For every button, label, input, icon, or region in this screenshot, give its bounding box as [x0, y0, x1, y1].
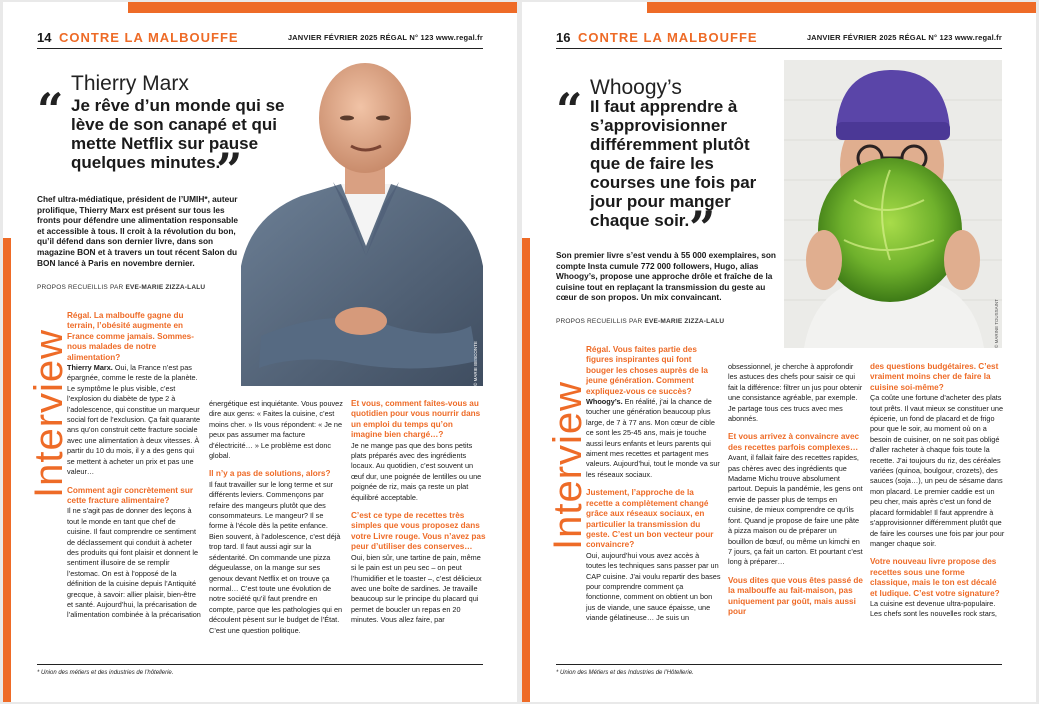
top-accent-bar	[647, 2, 1036, 13]
byline-prefix: PROPOS RECUEILLIS PAR	[556, 318, 643, 325]
answer-text: Je ne mange pas que des bons petits plats préparés avec des ingrédients locaux. Au quotidien, c’est souvent un œuf dur, une poignée de lentilles ou une poignée de riz, mais ça reste un plat équilibré acceptable.	[351, 440, 482, 502]
portrait-illustration	[784, 60, 1002, 348]
interview-answer	[586, 551, 721, 624]
byline-prefix: PROPOS RECUEILLIS PAR	[37, 284, 124, 291]
byline-author: EVE-MARIE ZIZZA-LALU	[125, 284, 206, 291]
interview-answer	[209, 399, 344, 461]
article-column-2	[209, 399, 344, 636]
article-column-1	[586, 345, 721, 624]
byline	[556, 318, 724, 325]
article-column-2	[728, 362, 863, 617]
header-rule	[556, 48, 1002, 49]
close-quote-icon: ”	[689, 201, 716, 255]
open-quote-icon: “	[556, 83, 583, 137]
speaker-label: Thierry Marx.	[67, 363, 113, 373]
portrait-photo	[784, 60, 1002, 348]
interview-question: Vous dites que vous êtes passé de la malbouffe au fait-maison, pas uniquement par goût, mais aussi pour	[728, 575, 863, 616]
article-column-3	[870, 362, 1005, 620]
footer-rule	[556, 664, 1002, 665]
answer-text: énergétique est inquiétante. Vous pouvez dire aux gens: « Faites la cuisine, c’est moins cher. » Ils vous répondent: « Je ne peux pas assumer ma facture d’électricité… » Le problème est donc global.	[209, 399, 343, 461]
interview-answer	[351, 441, 486, 503]
interview-question: C’est ce type de recettes très simples que vous proposez dans votre Livre rouge. Vous n’avez pas peur d’utiliser des conserves…	[351, 511, 486, 552]
answer-text: Il ne s’agit pas de donner des leçons à tout le monde en tant que chef de cuisine. Il faut comprendre ce sentiment de déclassement qui conduit à acheter des produits qui font plaisir et donnent le sentiment illusoire de se remplir l’estomac. On est à l’opposé de la définition de la cuisine depuis l’Antiquité grecque, à savoir: allier plaisir, bien-être et santé. Aujourd’hui, la précarisation de l’alimentation combinée à la précarisation	[67, 506, 201, 620]
left-page	[3, 2, 517, 702]
answer-text: En réalité, j’ai la chance de toucher une génération beaucoup plus large, de 7 à 77 ans. Mon cœur de cible ce sont les 25-45 ans, mais je touche aussi leurs enfants et leurs parents qui aiment mes recettes et partagent mes valeurs. Aujourd’hui, tout le monde va sur les réseaux sociaux.	[586, 397, 720, 479]
article-column-1	[67, 311, 202, 621]
issue-info: JANVIER FÉVRIER 2025 RÉGAL N° 123 www.regal.fr	[287, 33, 483, 42]
section-title: CONTRE LA MALBOUFFE	[59, 30, 239, 45]
issue-info: JANVIER FÉVRIER 2025 RÉGAL N° 123 www.regal.fr	[806, 33, 1002, 42]
byline	[37, 284, 205, 291]
speaker-label: Whoogy’s.	[586, 397, 623, 407]
interview-question: Régal. Vous faites partie des figures inspirantes qui font bouger les choses auprès de la jeune génération. Comment expliquez-vous ce succès?	[586, 345, 708, 396]
photo-credit: © MARIE BESCONTE	[473, 341, 478, 386]
right-page-edge-band	[522, 238, 530, 702]
page-number: 14	[37, 30, 52, 45]
close-quote-icon: ”	[216, 143, 243, 197]
article-column-3	[351, 399, 486, 626]
interview-answer	[209, 480, 344, 636]
interviewee-name: Whoogy’s	[590, 76, 682, 99]
interview-answer	[351, 553, 486, 626]
interview-answer	[586, 397, 721, 480]
right-page	[522, 2, 1036, 702]
answer-text: Il faut travailler sur le long terme et sur différents leviers. Commençons par refaire des mangeurs plutôt que des consommateurs. Le mangeur? Il se forme à l’école dès la petite enfance. Bien souvent, à l’adolescence, c’est déjà trop tard. Il faut aussi agir sur la sédentarité. On commande une pizza dégueulasse, on la mange sur ses genoux devant Netflix et on trouve ça normal… C’est toute une évolution de notre société qu’il faut prendre en compte, parce que les pathologies qui en découlent pèsent sur le budget de l’État. C’est une question politique.	[209, 479, 343, 635]
interview-answer	[67, 363, 202, 477]
photo-credit: © MARINE TOUSSAINT	[994, 299, 999, 348]
pull-quote: Je rêve d’un monde qui se lève de son canapé et qui mette Netflix sur pause quelques minutes.	[71, 96, 285, 172]
left-page-edge-band	[3, 238, 11, 702]
interview-question: Il n’y a pas de solutions, alors?	[209, 469, 331, 479]
interview-label: Interview	[546, 380, 590, 550]
interviewee-name: Thierry Marx	[71, 72, 189, 95]
top-accent-bar	[128, 2, 517, 13]
answer-text: Avant, il fallait faire des recettes rapides, pas chères avec des ingrédients que Madame Michu trouve absolument partout. Depuis la pandémie, les gens ont envie de passer plus de temps en cuisine, de mieux comprendre ce qu’ils font. Quand je propose de faire une pâte à pizza maison ou de préparer un bouillon de bœuf, ou même un kimchi en 7 jours, ça fait un carton. Et pourtant c’est long à préparer…	[728, 453, 863, 567]
page-number: 16	[556, 30, 571, 45]
interview-label: Interview	[27, 328, 71, 498]
answer-text: Oui, bien sûr, une tartine de pain, même si le pain est un peu sec – on peut l’humidifier et le toaster –, c’est délicieux avec une boîte de sardines. Je travaille beaucoup sur le principe du placard qui permet de boucler un repas en 20 minutes. Vous allez faire, par	[351, 552, 482, 625]
answer-text: obsessionnel, je cherche à approfondir les astuces des chefs pour saisir ce qui fait la différence: filtrer un jus pour obtenir une consistance agréable, par exemple. Je partage tous ces trucs avec mes abonnés.	[728, 362, 863, 424]
pull-quote: Il faut apprendre à s’approvisionner différemment plutôt que de faire les courses une fois par jour pour manger chaque soir.	[590, 97, 757, 230]
interview-answer	[870, 393, 1005, 549]
answer-text: Oui, aujourd’hui vous avez accès à toutes les techniques sans passer par un CAP cuisine. J’ai voulu repartir des bases pour comprendre comment ça fonctionne, comment on obtient un bon jus de viande, une sauce épaisse, une viande gélatineuse… Je suis un	[586, 550, 721, 623]
interview-answer	[728, 362, 863, 424]
open-quote-icon: “	[37, 83, 64, 137]
intro-paragraph: Chef ultra-médiatique, président de l’UMIH*, auteur prolifique, Thierry Marx est présent sur tous les fronts pour défendre une alimentation responsable et accessible à tous. Il croit à la révolution du bon, qu’il défend dans son dernier livre, dans son magazine BON et à travers un tout récent Salon du BON lancé à Paris en novembre dernier.	[37, 194, 238, 268]
byline-author: EVE-MARIE ZIZZA-LALU	[644, 318, 725, 325]
footer-rule	[37, 664, 483, 665]
section-title: CONTRE LA MALBOUFFE	[578, 30, 758, 45]
interview-question: des questions budgétaires. C’est vraiment moins cher de faire la cuisine soi-même?	[870, 362, 999, 392]
interview-question: Votre nouveau livre propose des recettes sous une forme classique, mais le ton est décalé et ludique. C’est votre signature?	[870, 557, 1000, 598]
interview-answer	[728, 453, 863, 567]
answer-text: Ça coûte une fortune d’acheter des plats tout prêts. Il vaut mieux se constituer une épicerie, un fond de placard et de frigo pour que le soir, au moment où on a besoin de cuisiner, on ne soit pas obligé d’aller racheter à chaque fois toute la recette. J’ai toujours du riz, des céréales variées (quinoa, boulgour, crozets), des sauces (soja…), un peu de sésame dans mon placard. Le premier caddie est un peu cher, mais après c’est un fond de placard formidable! Il faut apprendre à s’approvisionner différemment plutôt que de faire les courses une fois par jour pour manger chaque soir.	[870, 393, 1005, 548]
answer-text: Oui, la France n’est pas épargnée, comme le reste de la planète. Le symptôme le plus visible, c’est l’explosion du diabète de type 2 à l’adolescence, qui constitue un marqueur social fort de l’exclusion. Ça fait quarante ans qu’on construit cette fracture sociale avec une alimentation à deux vitesses. À partir du 10 du mois, il y a des gens qui se mettent à acheter un prix et pas une valeur…	[67, 363, 201, 477]
interview-question: Justement, l’approche de la recette a complètement changé grâce aux réseaux sociaux, en particulier la transmission du geste. C’est un bon vecteur pour convaincre?	[586, 488, 714, 550]
footnote: * Union des métiers et des industries de l’hôtellerie.	[37, 670, 174, 676]
interview-answer	[870, 599, 1005, 620]
interview-question: Régal. La malbouffe gagne du terrain, l’obésité augmente en France comme jamais. Sommes-nous malades de notre alimentation?	[67, 311, 194, 362]
interview-answer	[67, 506, 202, 620]
header-rule	[37, 48, 483, 49]
interview-question: Et vous arrivez à convaincre avec des recettes parfois complexes…	[728, 432, 860, 452]
interview-question: Comment agir concrètement sur cette fracture alimentaire?	[67, 485, 194, 505]
interview-question: Et vous, comment faites-vous au quotidien pour vous nourrir dans un emploi du temps qu’on imagine bien chargé…?	[351, 399, 481, 440]
footnote: * Union des Métiers et des Industries de l’Hôtellerie.	[556, 670, 694, 676]
answer-text: La cuisine est devenue ultra-populaire. Les chefs sont les nouvelles rock stars,	[870, 598, 997, 619]
intro-paragraph: Son premier livre s’est vendu à 55 000 exemplaires, son compte Insta cumule 772 000 followers, Hugo, alias Whoogy’s, propose une approche drôle et fraîche de la cuisine tout en replaçant la transmission du geste au cœur de son propos. Un mix convaincant.	[556, 250, 776, 303]
